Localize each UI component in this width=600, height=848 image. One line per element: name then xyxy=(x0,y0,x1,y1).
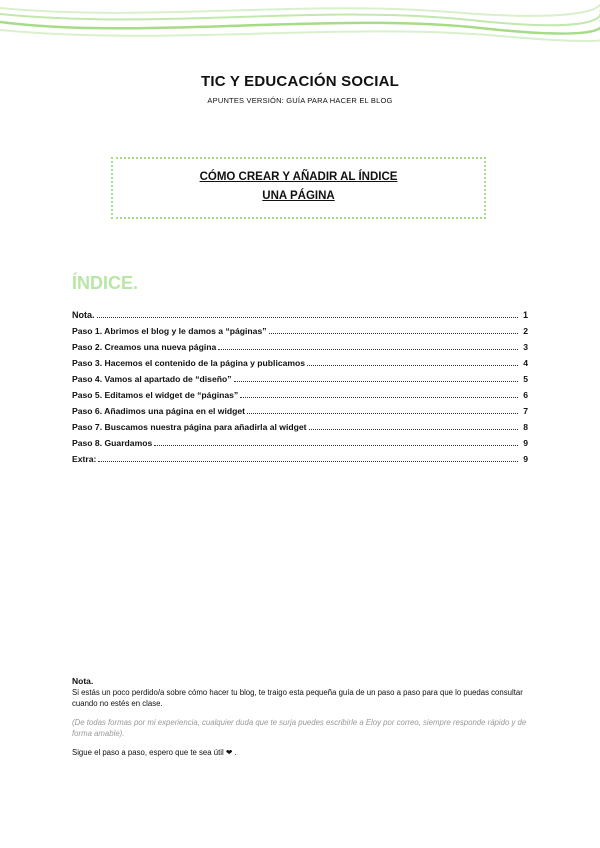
toc-entry-label: Nota. xyxy=(72,310,95,320)
document-subtitle: APUNTES VERSIÓN: GUÍA PARA HACER EL BLOG xyxy=(207,96,393,105)
toc-leader-dots xyxy=(307,364,518,366)
toc-leader-dots xyxy=(269,332,518,334)
toc-leader-dots xyxy=(309,428,519,430)
toc-entry-label: Paso 4. Vamos al apartado de “diseño” xyxy=(72,374,232,384)
toc-entry-label: Extra: xyxy=(72,454,97,464)
toc-entry-page: 7 xyxy=(523,406,528,416)
toc-leader-dots xyxy=(97,316,519,318)
toc-entry-page: 2 xyxy=(523,326,528,336)
document-title: TIC Y EDUCACIÓN SOCIAL xyxy=(200,73,400,90)
toc-entry-page: 8 xyxy=(523,422,528,432)
toc-leader-dots xyxy=(154,444,518,446)
topic-title-line-2: UNA PÁGINA xyxy=(262,190,335,202)
toc-entry-label: Paso 2. Creamos una nueva página xyxy=(72,342,217,352)
toc-leader-dots xyxy=(98,460,518,462)
toc-leader-dots xyxy=(218,348,518,350)
toc-entry-label: Paso 3. Hacemos el contenido de la página y publicamos xyxy=(72,358,306,368)
toc-entry-page: 6 xyxy=(523,390,528,400)
toc-entry[interactable] xyxy=(72,406,528,422)
toc-leader-dots xyxy=(234,380,518,382)
note-paragraph: Si estás un poco perdido/a sobre cómo hacer tu blog, te traigo esta pequeña guía de un paso a paso para que lo puedas consultar cuando no estés en clase. xyxy=(72,688,523,708)
toc-entry-page: 9 xyxy=(523,438,528,448)
toc-entry-page: 5 xyxy=(523,374,528,384)
toc-entry[interactable] xyxy=(72,438,528,454)
toc-entry[interactable] xyxy=(72,390,528,406)
toc-entry[interactable] xyxy=(72,310,528,326)
toc-entry-label: Paso 8. Guardamos xyxy=(72,438,153,448)
note-heading: Nota. xyxy=(72,676,94,686)
toc-entry-page: 1 xyxy=(522,310,528,320)
toc-entry[interactable] xyxy=(72,342,528,358)
toc-entry[interactable] xyxy=(72,374,528,390)
note-section xyxy=(72,676,528,758)
table-of-contents xyxy=(72,310,528,470)
toc-entry-page: 9 xyxy=(523,454,528,464)
toc-entry-label: Paso 1. Abrimos el blog y le damos a “páginas” xyxy=(72,326,267,336)
toc-entry-label: Paso 6. Añadimos una página en el widget xyxy=(72,406,246,416)
toc-entry[interactable] xyxy=(72,454,528,470)
toc-entry-page: 3 xyxy=(523,342,528,352)
index-heading: ÍNDICE. xyxy=(72,273,139,293)
toc-entry[interactable] xyxy=(72,326,528,342)
toc-leader-dots xyxy=(247,412,518,414)
toc-entry[interactable] xyxy=(72,358,528,374)
toc-entry[interactable] xyxy=(72,422,528,438)
toc-entry-label: Paso 5. Editamos el widget de “páginas” xyxy=(72,390,239,400)
header-decoration xyxy=(0,0,600,50)
toc-entry-page: 4 xyxy=(523,358,528,368)
note-closing-line: Sigue el paso a paso, espero que te sea útil ❤ . xyxy=(72,748,237,757)
toc-leader-dots xyxy=(240,396,518,398)
note-italic-paragraph: (De todas formas por mi experiencia, cualquier duda que te surja puedes escribirle a Eloy por correo, siempre responde rápido y de forma amable). xyxy=(72,718,527,738)
topic-box xyxy=(111,157,486,219)
toc-entry-label: Paso 7. Buscamos nuestra página para añadirla al widget xyxy=(72,422,307,432)
topic-title-line-1: CÓMO CREAR Y AÑADIR AL ÍNDICE xyxy=(199,171,398,183)
